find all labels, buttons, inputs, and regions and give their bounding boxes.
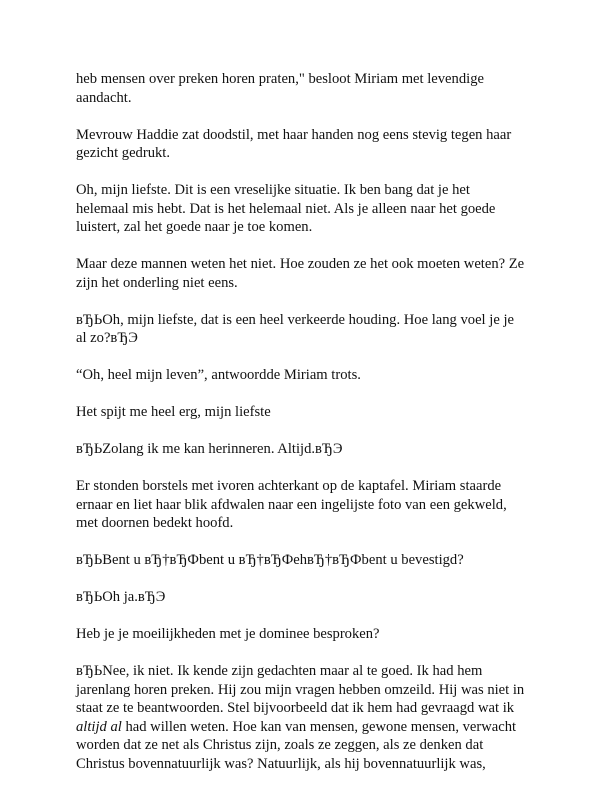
paragraph-7: Het spijt me heel erg, mijn liefste <box>76 404 271 420</box>
paragraph-12: Heb je je moeilijkheden met je dominee besproken? <box>76 626 380 642</box>
paragraph-13-part2: had willen weten. Hoe kan van mensen, gewone mensen, verwacht worden dat ze net als Christus zijn, zoals ze zeggen, als ze denken dat Christus bovennatuurlijk was? Natuurlijk, als hij bovennatuurlijk was, <box>76 718 517 772</box>
paragraph-13-italic: altijd al <box>76 718 122 735</box>
paragraph-5: вЂЬOh, mijn liefste, dat is een heel verkeerde houding. Hoe lang voel je je al zo?вЂЭ <box>76 311 514 346</box>
paragraph-13-part1: вЂЬNee, ik niet. Ik kende zijn gedachten maar al te goed. Ik had hem jarenlang horen preken. Hij zou mijn vragen hebben omzeild. Hij was niet in staat ze te beantwoorden. Stel bijvoorbeeld dat ik hem had gevraagd wat ik <box>76 663 525 716</box>
paragraph-1: heb mensen over preken horen praten," besloot Miriam met levendige aandacht. <box>76 71 484 106</box>
paragraph-13 <box>76 662 526 773</box>
paragraph-6: “Oh, heel mijn leven”, antwoordde Miriam trots. <box>76 367 361 383</box>
paragraph-3: Oh, mijn liefste. Dit is een vreselijke situatie. Ik ben bang dat je het helemaal mis hebt. Dat is het helemaal niet. Als je alleen naar het goede luistert, zal het goede naar je toe komen. <box>76 182 496 235</box>
paragraph-2: Mevrouw Haddie zat doodstil, met haar handen nog eens stevig tegen haar gezicht gedrukt. <box>76 126 512 161</box>
paragraph-9: Er stonden borstels met ivoren achterkant op de kaptafel. Miriam staarde ernaar en liet haar blik afdwalen naar een ingelijste foto van een gekweld, met doornen bedekt hoofd. <box>76 478 507 531</box>
paragraph-10: вЂЬBent u вЂ†вЂФbent u вЂ†вЂФehвЂ†вЂФbent u bevestigd? <box>76 552 464 568</box>
body-text <box>76 70 526 792</box>
paragraph-4: Maar deze mannen weten het niet. Hoe zouden ze het ook moeten weten? Ze zijn het onderling niet eens. <box>76 256 525 291</box>
paragraph-11: вЂЬOh ja.вЂЭ <box>76 589 166 605</box>
paragraph-8: вЂЬZolang ik me kan herinneren. Altijd.вЂЭ <box>76 441 343 457</box>
